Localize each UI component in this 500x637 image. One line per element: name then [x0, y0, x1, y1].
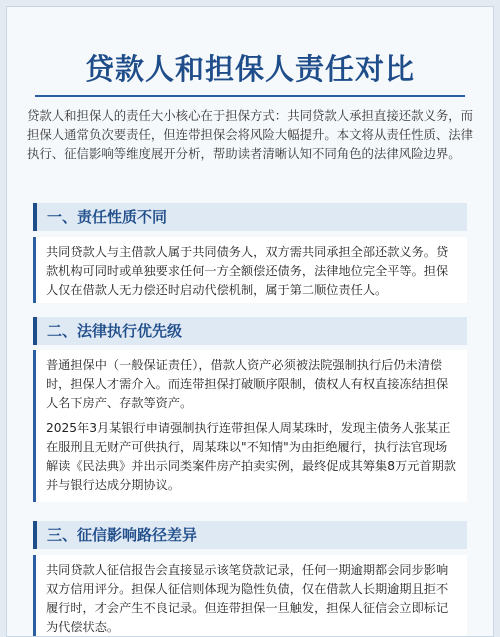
section-card-3 [33, 555, 467, 637]
section-heading-2: 二、法律执行优先级 [33, 317, 467, 345]
intro-paragraph: 贷款人和担保人的责任大小核心在于担保方式：共同贷款人承担直接还款义务，而担保人通常负次要责任，但连带担保会将风险大幅提升。本文将从责任性质、法律执行、征信影响等维度展开分析，帮助读者清晰认知不同角色的法律风险边界。 [27, 108, 474, 161]
section-heading-1: 一、责任性质不同 [33, 203, 467, 231]
section-1-paragraph-1: 共同贷款人与主借款人属于共同债务人，双方需共同承担全部还款义务。贷款机构可同时或单独要求任何一方全额偿还债务，法律地位完全平等。担保人仅在借款人无力偿还时启动代偿机制，属于第二顺位责任人。 [46, 245, 449, 297]
section-2-paragraph-1: 普通担保中（一般保证责任），借款人资产必须被法院强制执行后仍未清偿时，担保人才需介入。而连带担保打破顺序限制，债权人有权直接冻结担保人名下房产、存款等资产。 [46, 358, 449, 410]
section-card-2 [33, 350, 467, 502]
section-card-1 [33, 237, 467, 303]
section-2-paragraph-2: 2025年3月某银行申请强制执行连带担保人周某珠时，发现主债务人张某正在服刑且无财产可供执行，周某珠以"不知情"为由拒绝履行，执行法官现场解读《民法典》并出示同类案件房产拍卖实例，最终促成其筹集8万元首期款并与银行达成分期协议。 [46, 421, 456, 492]
article-page [6, 6, 494, 637]
section-heading-3: 三、征信影响路径差异 [33, 521, 467, 549]
page-title: 贷款人和担保人责任对比 [84, 52, 415, 86]
section-3-paragraph-1: 共同贷款人征信报告会直接显示该笔贷款记录，任何一期逾期都会同步影响双方信用评分。担保人征信则体现为隐性负债，仅在借款人长期逾期且拒不履行时，才会产生不良记录。但连带担保一旦触发，担保人征信会立即标记为代偿状态。 [46, 563, 449, 634]
title-divider [35, 95, 465, 97]
